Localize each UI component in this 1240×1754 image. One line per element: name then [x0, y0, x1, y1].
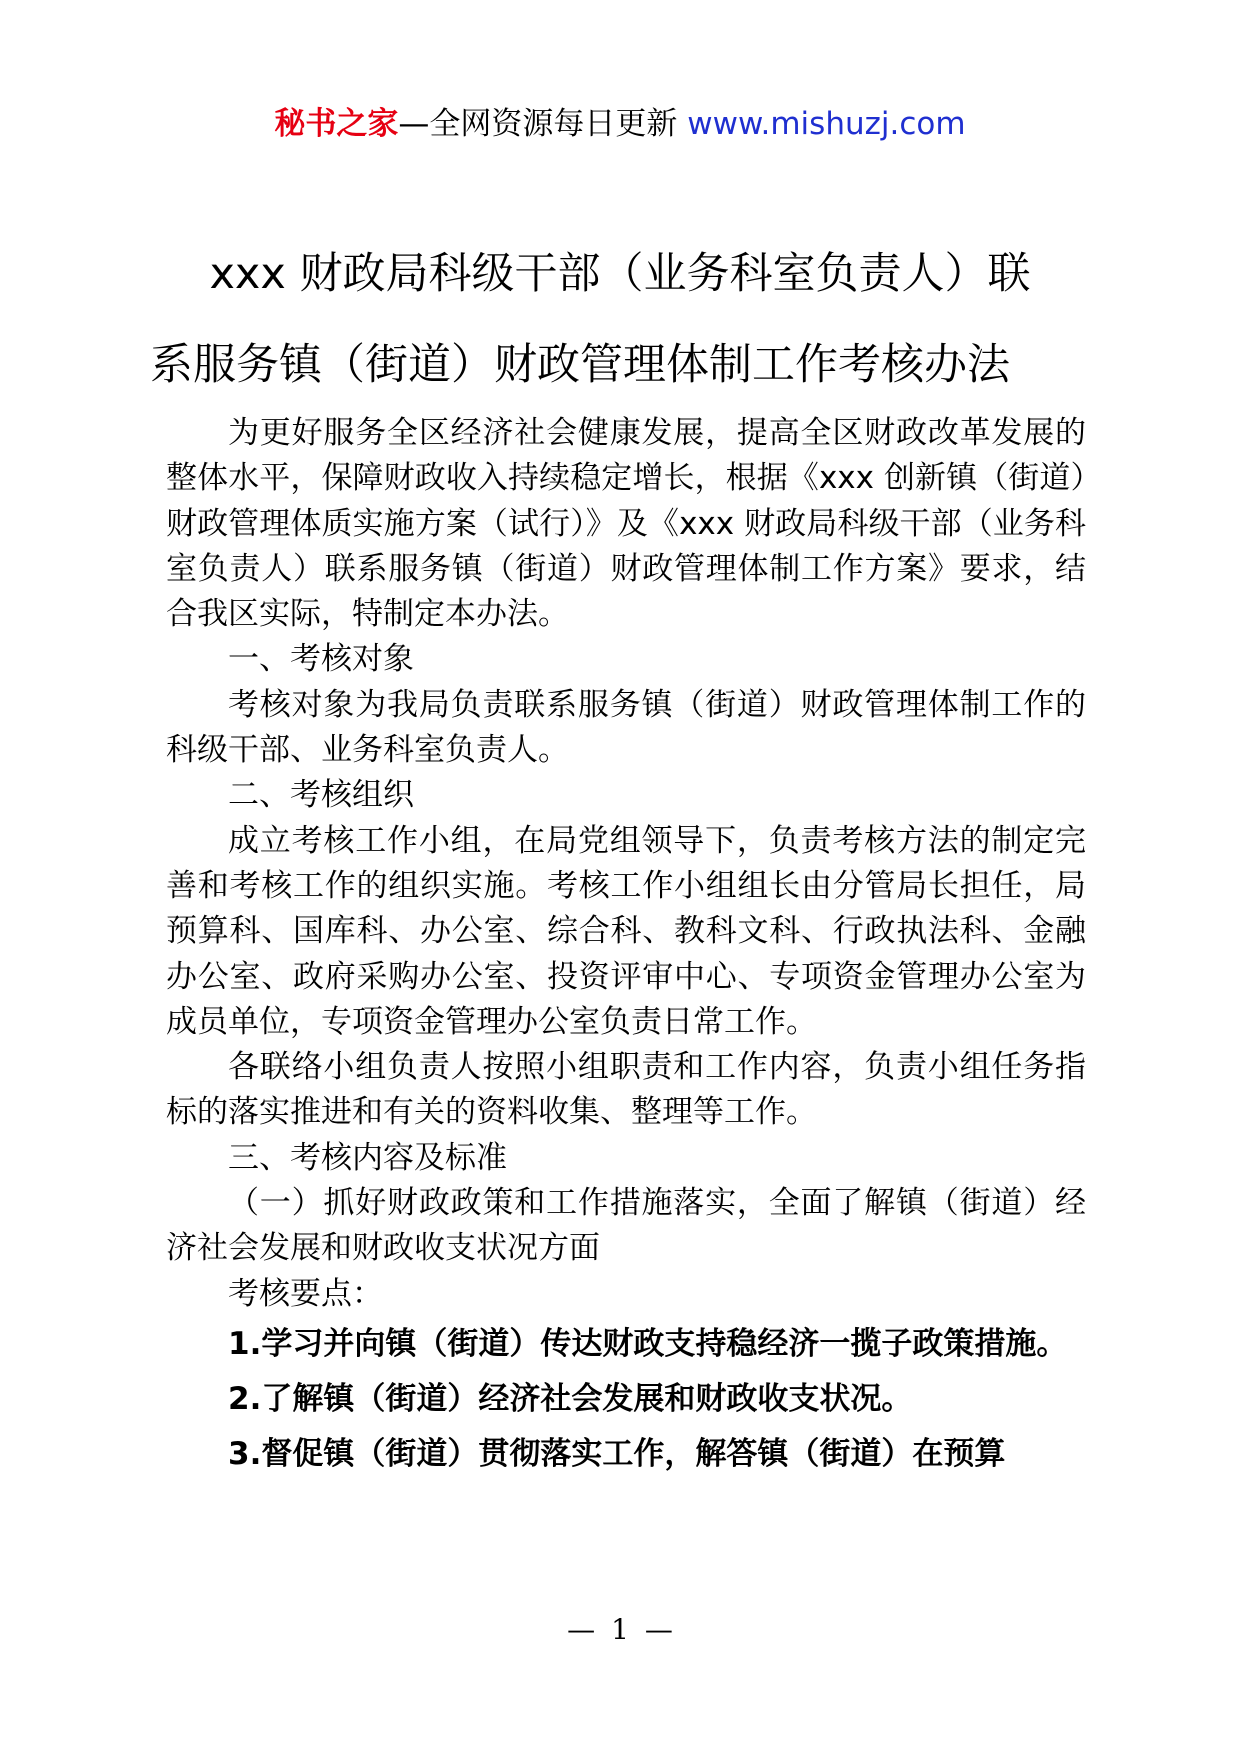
- paragraph-assessment-targets: 考核对象为我局负责联系服务镇（街道）财政管理体制工作的科级干部、业务科室负责人。: [166, 686, 1086, 769]
- document-body: [166, 411, 1086, 1482]
- paragraph-assessment-organization: 成立考核工作小组，在局党组领导下，负责考核方法的制定完善和考核工作的组织实施。考核工作小组组长由分管局长担任，局预算科、国库科、办公室、综合科、教科文科、行政执法科、金融办公室、政府采购办公室、投资评审中心、专项资金管理办公室为成员单位，专项资金管理办公室负责日常工作。: [166, 822, 1086, 1040]
- section-heading-assessment-targets: 一、考核对象: [228, 641, 414, 678]
- header-url-link[interactable]: www.mishuzj.com: [687, 106, 966, 142]
- subsection-heading-policy-implementation: （一）抓好财政政策和工作措施落实，全面了解镇（街道）经济社会发展和财政收支状况方面: [166, 1185, 1086, 1267]
- key-points-label: 考核要点：: [228, 1275, 383, 1312]
- section-heading-content-standards: 三、考核内容及标准: [228, 1139, 507, 1176]
- document-title-line-1: xxx 财政局科级干部（业务科室负责人）联: [209, 249, 1031, 299]
- key-point-1: 1.学习并向镇（街道）传达财政支持稳经济一揽子政策措施。: [228, 1325, 1068, 1362]
- section-heading-assessment-organization: 二、考核组织: [228, 777, 414, 814]
- document-title-line-2: 系服务镇（街道）财政管理体制工作考核办法: [150, 340, 1010, 390]
- site-header: [0, 100, 1240, 148]
- page-number: 1: [611, 1613, 629, 1646]
- page-footer: [0, 1610, 1240, 1650]
- header-brand: 秘书之家: [274, 106, 399, 142]
- paragraph-liaison-groups: 各联络小组负责人按照小组职责和工作内容，负责小组任务指标的落实推进和有关的资料收集、整理等工作。: [166, 1049, 1086, 1131]
- key-point-2: 2.了解镇（街道）经济社会发展和财政收支状况。: [228, 1380, 913, 1417]
- intro-paragraph: 为更好服务全区经济社会健康发展，提高全区财政改革发展的整体水平，保障财政收入持续稳定增长，根据《xxx 创新镇（街道）财政管理体质实施方案（试行）》及《xxx 财政局科级干部（业务科室负责人）联系服务镇（街道）财政管理体制工作方案》要求，结合我区实际，特制定本办法。: [166, 415, 1086, 633]
- key-point-3: 3.督促镇（街道）贯彻落实工作，解答镇（街道）在预算: [228, 1435, 1006, 1472]
- page-dash-left: —: [567, 1613, 596, 1646]
- header-tagline: —全网资源每日更新: [398, 106, 688, 142]
- page-dash-right: —: [644, 1613, 673, 1646]
